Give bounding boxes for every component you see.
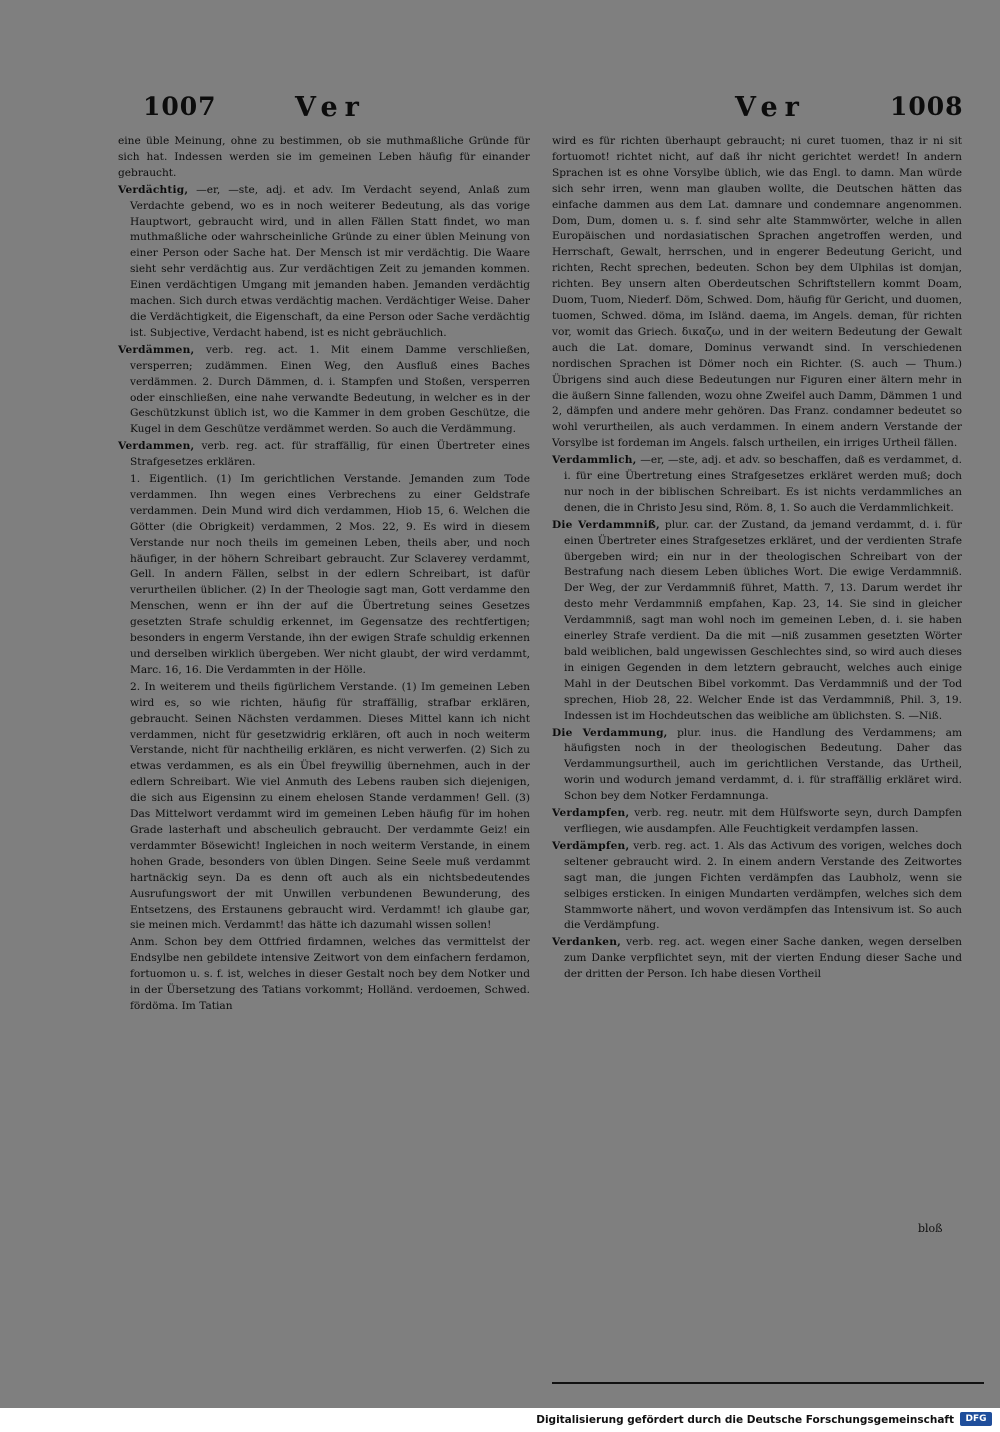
entry-paragraph xyxy=(118,680,530,935)
running-head-left: Ver xyxy=(295,92,366,123)
dictionary-entry xyxy=(552,839,962,934)
entry-text: 1. Eigentlich. (1) Im gerichtlichen Verstande. Jemanden zum Tode verdammen. Ihn wegen eines Verbrechens zu einer Geldstrafe verdammen. Dein Mund wird dich verdammen, Hiob 15, 6. Welchen die Götter (die Obrigkeit) verdammen, 2 Mos. 22, 9. Es wird in diesem Verstande nur noch theils im gemeinen Leben, theils aber, und noch häufiger, in der höhern Schreibart gebraucht. Zur Sclaverey verdammt, Gell. In andern Fällen, selbst in der edlern Schreibart, ist dafür verurtheilen üblicher. (2) In der Theologie sagt man, Gott verdamme den Menschen, wenn er ihn der auf die Übertretung seines Gesetzes gesetzten Strafe schuldig erkennet, im Gegensatze des rechtfertigen; besonders in engerm Verstande, ihn der ewigen Strafe schuldig erkennen und derselben wirklich übergeben. Wer nicht glaubt, der wird verdammt, Marc. 16, 16. Die Verdammten in der Hölle. xyxy=(130,473,530,676)
running-head-right: Ver xyxy=(735,92,806,123)
entry-text: verb. reg. act. für straffällig, für einen Übertreter eines Strafgesetzes erklären. xyxy=(130,440,530,469)
entry-text: verb. reg. act. 1. Als das Activum des vorigen, welches doch seltener gebraucht wird. 2. In einem andern Verstande des Zeitwortes sagt man, die jungen Fichten verdämpfen das Laubholz, wenn sie selbiges ersticken. In einigen Mundarten verdämpfen, welches sich dem Stammworte nähert, und wovon verdämpfen das Intensivum ist. So auch die Verdämpfung. xyxy=(564,839,963,932)
entry-text: wird es für richten überhaupt gebraucht; ni curet tuomen, thaz ir ni sit fortuomot! richtet nicht, auf daß ihr nicht gerichtet werdet! In andern Sprachen ist es ohne Vorsylbe üblich, wie das Engl. to damn. Man würde sich sehr irren, wenn man glauben wollte, die Deutschen hätten das einfache dammen aus dem Lat. damnare und condemnare angenommen. Dom, Dum, domen u. s. f. sind sehr alte Stammwörter, welche in allen Europäischen und nordasiatischen Sprachen angetroffen werden, und Herrschaft, Gewalt, herrschen, und in engerer Bedeutung Gericht, und richten, Recht sprechen, bedeuten. Schon bey dem Ulphilas ist domjan, richten. Bey unsern alten Oberdeutschen Schriftstellern kommt Doam, Duom, Tuom, Niederf. Döm, Schwed. Dom, häufig für Gericht, und duomen, tuomen, Schwed. döma, im Isländ. daema, im Angels. deman, für richten vor, womit das Griech. δικαζω, und in der weitern Bedeutung der Gewalt auch die Lat. domare, Dominus verwandt sind. In verschiedenen nordischen Sprachen ist Dömer noch ein Richter. (S. auch — Thum.) Übrigens sind auch diese Bedeutungen nur Figuren einer ältern mehr in die äußern Sinne fallenden, wozu ohne Zweifel auch Damm, Dämmen 1 und 2, dämpfen und andere mehr gehören. Das Franz. condamner bedeutet so wohl verurtheilen, als auch verdammen. In einem andern Verstande der Vorsylbe ist fordeman im Angels. falsch urtheilen, ein irriges Urtheil fällen. xyxy=(552,135,962,450)
page-number-right: 1008 xyxy=(890,92,964,121)
catchword: bloß xyxy=(918,1222,943,1235)
entry-text: eine üble Meinung, ohne zu bestimmen, ob sie muthmaßliche Gründe für sich hat. Indessen werden sie im gemeinen Leben häufig für einander gebraucht. xyxy=(118,135,530,179)
entry-lemma: Die Verdammung, xyxy=(552,726,668,739)
entry-lemma: Verdächtig, xyxy=(118,183,189,196)
entry-paragraph xyxy=(118,134,530,182)
entry-paragraph xyxy=(552,134,962,452)
entry-lemma: Verdanken, xyxy=(552,936,622,949)
entry-lemma: Die Verdammniß, xyxy=(552,518,660,531)
entry-lemma: Verdammen, xyxy=(118,440,195,453)
entry-lemma: Verdammlich, xyxy=(552,454,637,467)
entry-lemma: Verdämmen, xyxy=(118,343,195,356)
annotation-paragraph xyxy=(118,935,530,1015)
dictionary-entry xyxy=(118,439,530,471)
dictionary-entry xyxy=(552,806,962,838)
entry-text: verb. reg. neutr. mit dem Hülfsworte seyn, durch Dampfen verfliegen, wie ausdampfen. Alle Feuchtigkeit verdampfen lassen. xyxy=(564,807,962,835)
dictionary-entry xyxy=(552,726,962,806)
entry-lemma: Verdampfen, xyxy=(552,807,630,820)
bottom-rule xyxy=(552,1382,984,1384)
dictionary-entry xyxy=(552,453,962,517)
entry-text: verb. reg. act. 1. Mit einem Damme verschließen, versperren; zudämmen. Einen Weg, den Ausfluß eines Baches verdämmen. 2. Durch Dämmen, d. i. Stampfen und Stoßen, versperren oder einschließen, eine nahe verwandte Bedeutung, in welcher es in der Geschützkunst üblich ist, wo die Kammer in dem groben Geschütze, die Kugel in dem Geschütze verdämmet werden. So auch die Verdämmung. xyxy=(130,343,530,436)
entry-text: —er, —ste, adj. et adv. so beschaffen, daß es verdammet, d. i. für eine Übertretung eines Strafgesetzes erkläret werden muß; doch nur noch in der biblischen Schreibart. Es ist nichts verdammliches an denen, die in Christo Jesu sind, Röm. 8, 1. So auch die Verdammlichkeit. xyxy=(564,454,962,514)
left-column xyxy=(118,134,530,1016)
right-column xyxy=(552,134,962,984)
entry-lemma: Verdämpfen, xyxy=(552,839,630,852)
page-number-left: 1007 xyxy=(143,92,217,121)
entry-text: Anm. Schon bey dem Ottfried firdamnen, welches das vermittelst der Endsylbe nen gebildete intensive Zeitwort von dem einfachern ferdamon, fortuomon u. s. f. ist, welches in dieser Gestalt noch bey dem Notker und in der Übersetzung des Tatians vorkommt; Holländ. verdoemen, Schwed. fördöma. Im Tatian xyxy=(130,936,530,1012)
entry-paragraph xyxy=(118,472,530,679)
dictionary-entry xyxy=(118,343,530,438)
entry-text: —er, —ste, adj. et adv. Im Verdacht seyend, Anlaß zum Verdachte gebend, wo es in noch weiterer Bedeutung, als das vorige Hauptwort, gebraucht wird, und in allen Fällen Statt findet, wo man muthmaßliche oder wahrscheinliche Gründe zu einer üblen Meinung von einer Person oder Sache hat. Der Mensch ist mir verdächtig. Die Waare sieht sehr verdächtig aus. Zur verdächtigen Zeit zu jemanden kommen. Einen verdächtigen Umgang mit jemanden haben. Jemanden verdächtig machen. Sich durch etwas verdächtig machen. Verdächtiger Weise. Daher die Verdächtigkeit, die Eigenschaft, da eine Person oder Sache verdächtig ist. Subjective, Verdacht habend, ist es nicht gebräuchlich. xyxy=(130,183,530,339)
dictionary-entry xyxy=(552,935,962,983)
entry-text: 2. In weiterem und theils figürlichem Verstande. (1) Im gemeinen Leben wird es, so wie richten, häufig für straffällig, strafbar erklären, gebraucht. Seinen Nächsten verdammen. Dieses Mittel kann ich nicht verdammen, nicht für gesetzwidrig erklären, oft auch in noch weiterm Verstande, nicht für nachtheilig erklären, es nicht verwerfen. (2) Sich zu etwas verdammen, es als ein Übel freywillig übernehmen, auch in der edlern Schreibart. Wie viel Anmuth des Lebens rauben sich diejenigen, die sich aus Eigensinn zu einem ehelosen Stande verdammen! Gell. (3) Das Mittelwort verdammt wird im gemeinen Leben häufig für im hohen Grade lasterhaft und abscheulich gebraucht. Der verdammte Geiz! ein verdammter Bösewicht! Ingleichen in noch weiterm Verstande, in einem hohen Grade, besonders von üblen Dingen. Seine Seele muß verdammt hartnäckig seyn. Da es denn oft auch als ein nichtsbedeutendes Ausrufungswort der mit Unwillen verbundenen Bewunderung, des Entsetzens, des Erstaunens gebraucht wird. Verdammt! ich glaube gar, sie meinen mich. Verdammt! das hätte ich dazumahl wissen sollen! xyxy=(130,680,530,932)
dictionary-entry xyxy=(118,183,530,342)
digitization-credit: Digitalisierung gefördert durch die Deutsche Forschungsgemeinschaft xyxy=(536,1414,954,1426)
entry-text: verb. reg. act. wegen einer Sache danken, wegen derselben zum Danke verpflichtet seyn, mit der vierten Endung dieser Sache und der dritten der Person. Ich habe diesen Vortheil xyxy=(564,936,963,981)
dictionary-entry xyxy=(552,518,962,725)
entry-text: plur. inus. die Handlung des Verdammens; am häufigsten noch in der theologischen Bedeutung. Daher das Verdammungsurtheil, auch im gerichtlichen Verstande, das Urtheil, worin und wodurch jemand verdammt, d. i. für straffällig erkläret wird. Schon bey dem Notker Ferdamnunga. xyxy=(564,726,962,803)
dfg-logo: DFG xyxy=(960,1412,992,1426)
entry-text: plur. car. der Zustand, da jemand verdammt, d. i. für einen Übertreter eines Strafgesetzes erkläret, und der verdienten Strafe übergeben wird; ein nur in der theologischen Schreibart von der Bestrafung nach diesem Leben übliches Wort. Die ewige Verdammniß. Der Weg, der zur Verdammniß führet, Matth. 7, 13. Darum werdet ihr desto mehr Verdammniß empfahen, Kap. 23, 14. Sie sind in gleicher Verdammniß, sagt man wohl noch im gemeinen Leben, d. i. sie haben einerley Strafe verdient. Da die mit —niß zusammen gesetzten Wörter bald weiblichen, bald ungewissen Geschlechtes sind, so wird auch dieses in einigen Gegenden in dem letztern gebraucht, welches auch einige Mahl in der Deutschen Bibel vorkommt. Das Verdammniß und der Tod sprechen, Hiob 28, 22. Welcher Ende ist das Verdammniß, Phil. 3, 19. Indessen ist im Hochdeutschen das weibliche am üblichsten. S. —Niß. xyxy=(564,518,962,722)
